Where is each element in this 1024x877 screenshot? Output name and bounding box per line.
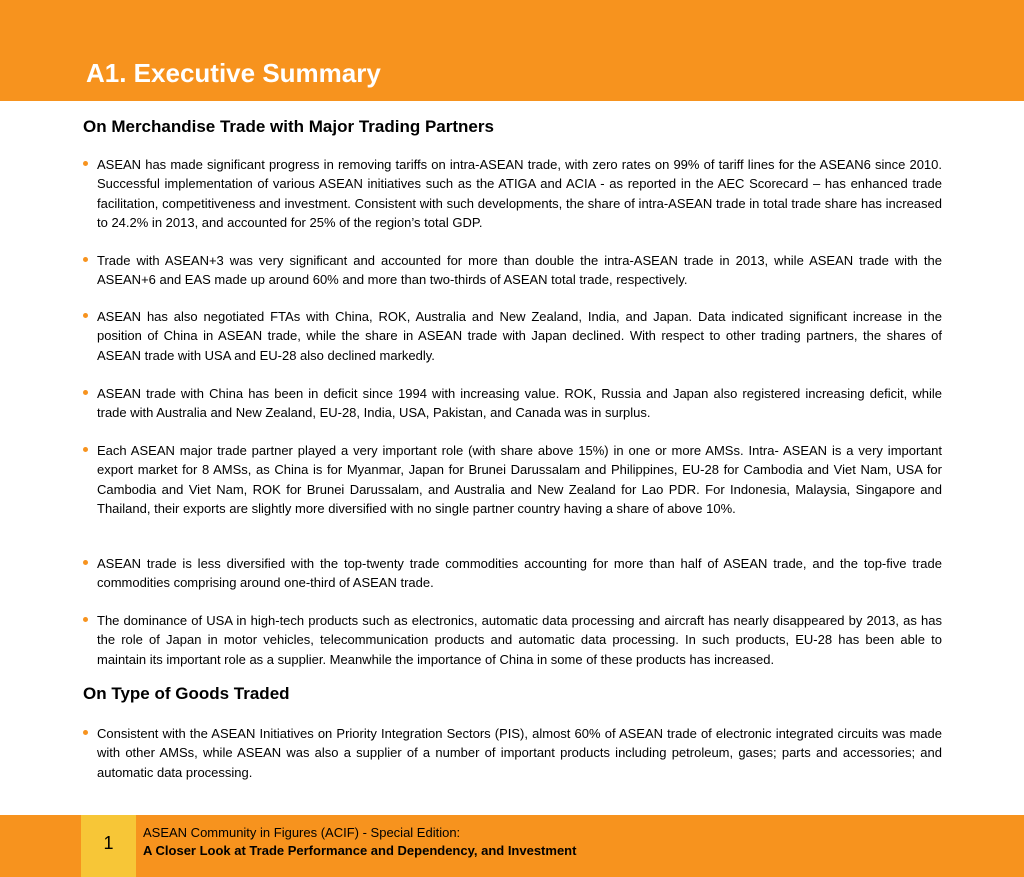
bullet-item (84, 554, 942, 593)
bullet-text: Consistent with the ASEAN Initiatives on Priority Integration Sectors (PIS), almost 60% of ASEAN trade of electronic integrated circuits was made with other AMSs, while ASEAN was also a supplier of a number of important products including petroleum, gases; parts and accessories; and automatic data processing. (97, 726, 942, 780)
bullet-item (84, 384, 942, 423)
page-title: A1. Executive Summary (86, 58, 381, 88)
bullet-item (84, 724, 942, 782)
bullet-text: ASEAN trade is less diversified with the top-twenty trade commodities accounting for more than half of ASEAN trade, and the top-five trade commodities comprising around one-third of ASEAN trade. (97, 556, 942, 591)
bullet-dot-icon (83, 161, 88, 166)
bullet-text: ASEAN trade with China has been in deficit since 1994 with increasing value. ROK, Russia and Japan also registered increasing deficit, while trade with Australia and New Zealand, EU-28, India, USA, Pakistan, and Canada was in surplus. (97, 386, 942, 421)
bullet-text: The dominance of USA in high-tech products such as electronics, automatic data processing and aircraft has nearly disappeared by 2013, as has the role of Japan in motor vehicles, telecommunication products and automatic data processing. In such products, EU-28 has been able to maintain its important role as a supplier. Meanwhile the importance of China in some of these products has increased. (97, 613, 942, 667)
bullet-dot-icon (83, 617, 88, 622)
bullet-text: Each ASEAN major trade partner played a very important role (with share above 15%) in one or more AMSs. Intra- ASEAN is a very important export market for 8 AMSs, as China is for Myanmar, Japan for Brunei Darussalam and Philippines, EU-28 for Cambodia and Viet Nam, USA for Cambodia and Viet Nam, ROK for Brunei Darussalam, and Australia and New Zealand for Lao PDR. For Indonesia, Malaysia, Singapore and Thailand, their exports are slightly more diversified with no single partner country having a share of above 10%. (97, 443, 942, 517)
section-heading-type-of-goods: On Type of Goods Traded (83, 684, 290, 703)
bullet-text: Trade with ASEAN+3 was very significant and accounted for more than double the intra-ASEAN trade in 2013, while ASEAN trade with the ASEAN+6 and EAS made up around 60% and more than two-thirds of ASEAN total trade, respectively. (97, 253, 942, 288)
bullet-dot-icon (83, 257, 88, 262)
bullet-item (84, 611, 942, 669)
bullet-dot-icon (83, 560, 88, 565)
bullet-dot-icon (83, 730, 88, 735)
bullet-dot-icon (83, 447, 88, 452)
bullet-dot-icon (83, 390, 88, 395)
bullet-item (84, 251, 942, 290)
footer-publication-subtitle: A Closer Look at Trade Performance and Dependency, and Investment (143, 843, 577, 858)
bullet-item (84, 307, 942, 365)
bullet-item (84, 155, 942, 233)
bullet-dot-icon (83, 313, 88, 318)
bullet-text: ASEAN has made significant progress in removing tariffs on intra-ASEAN trade, with zero rates on 99% of tariff lines for the ASEAN6 since 2010. Successful implementation of various ASEAN initiatives such as the ATIGA and ACIA - as reported in the AEC Scorecard – has enhanced trade facilitation, competitiveness and investment. Consistent with such developments, the share of intra-ASEAN trade in total trade share has increased to 24.2% in 2013, and accounted for 25% of the region’s total GDP. (97, 157, 942, 231)
page-number: 1 (103, 833, 114, 853)
bullet-text: ASEAN has also negotiated FTAs with China, ROK, Australia and New Zealand, India, and Japan. Data indicated significant increase in the position of China in ASEAN trade, while the share in ASEAN trade with Japan declined. With respect to other trading partners, the shares of ASEAN trade with USA and EU-28 also declined markedly. (97, 309, 942, 363)
section-heading-merchandise-trade: On Merchandise Trade with Major Trading Partners (83, 117, 494, 136)
bullet-item (84, 441, 942, 519)
footer-publication-title: ASEAN Community in Figures (ACIF) - Special Edition: (143, 825, 461, 840)
